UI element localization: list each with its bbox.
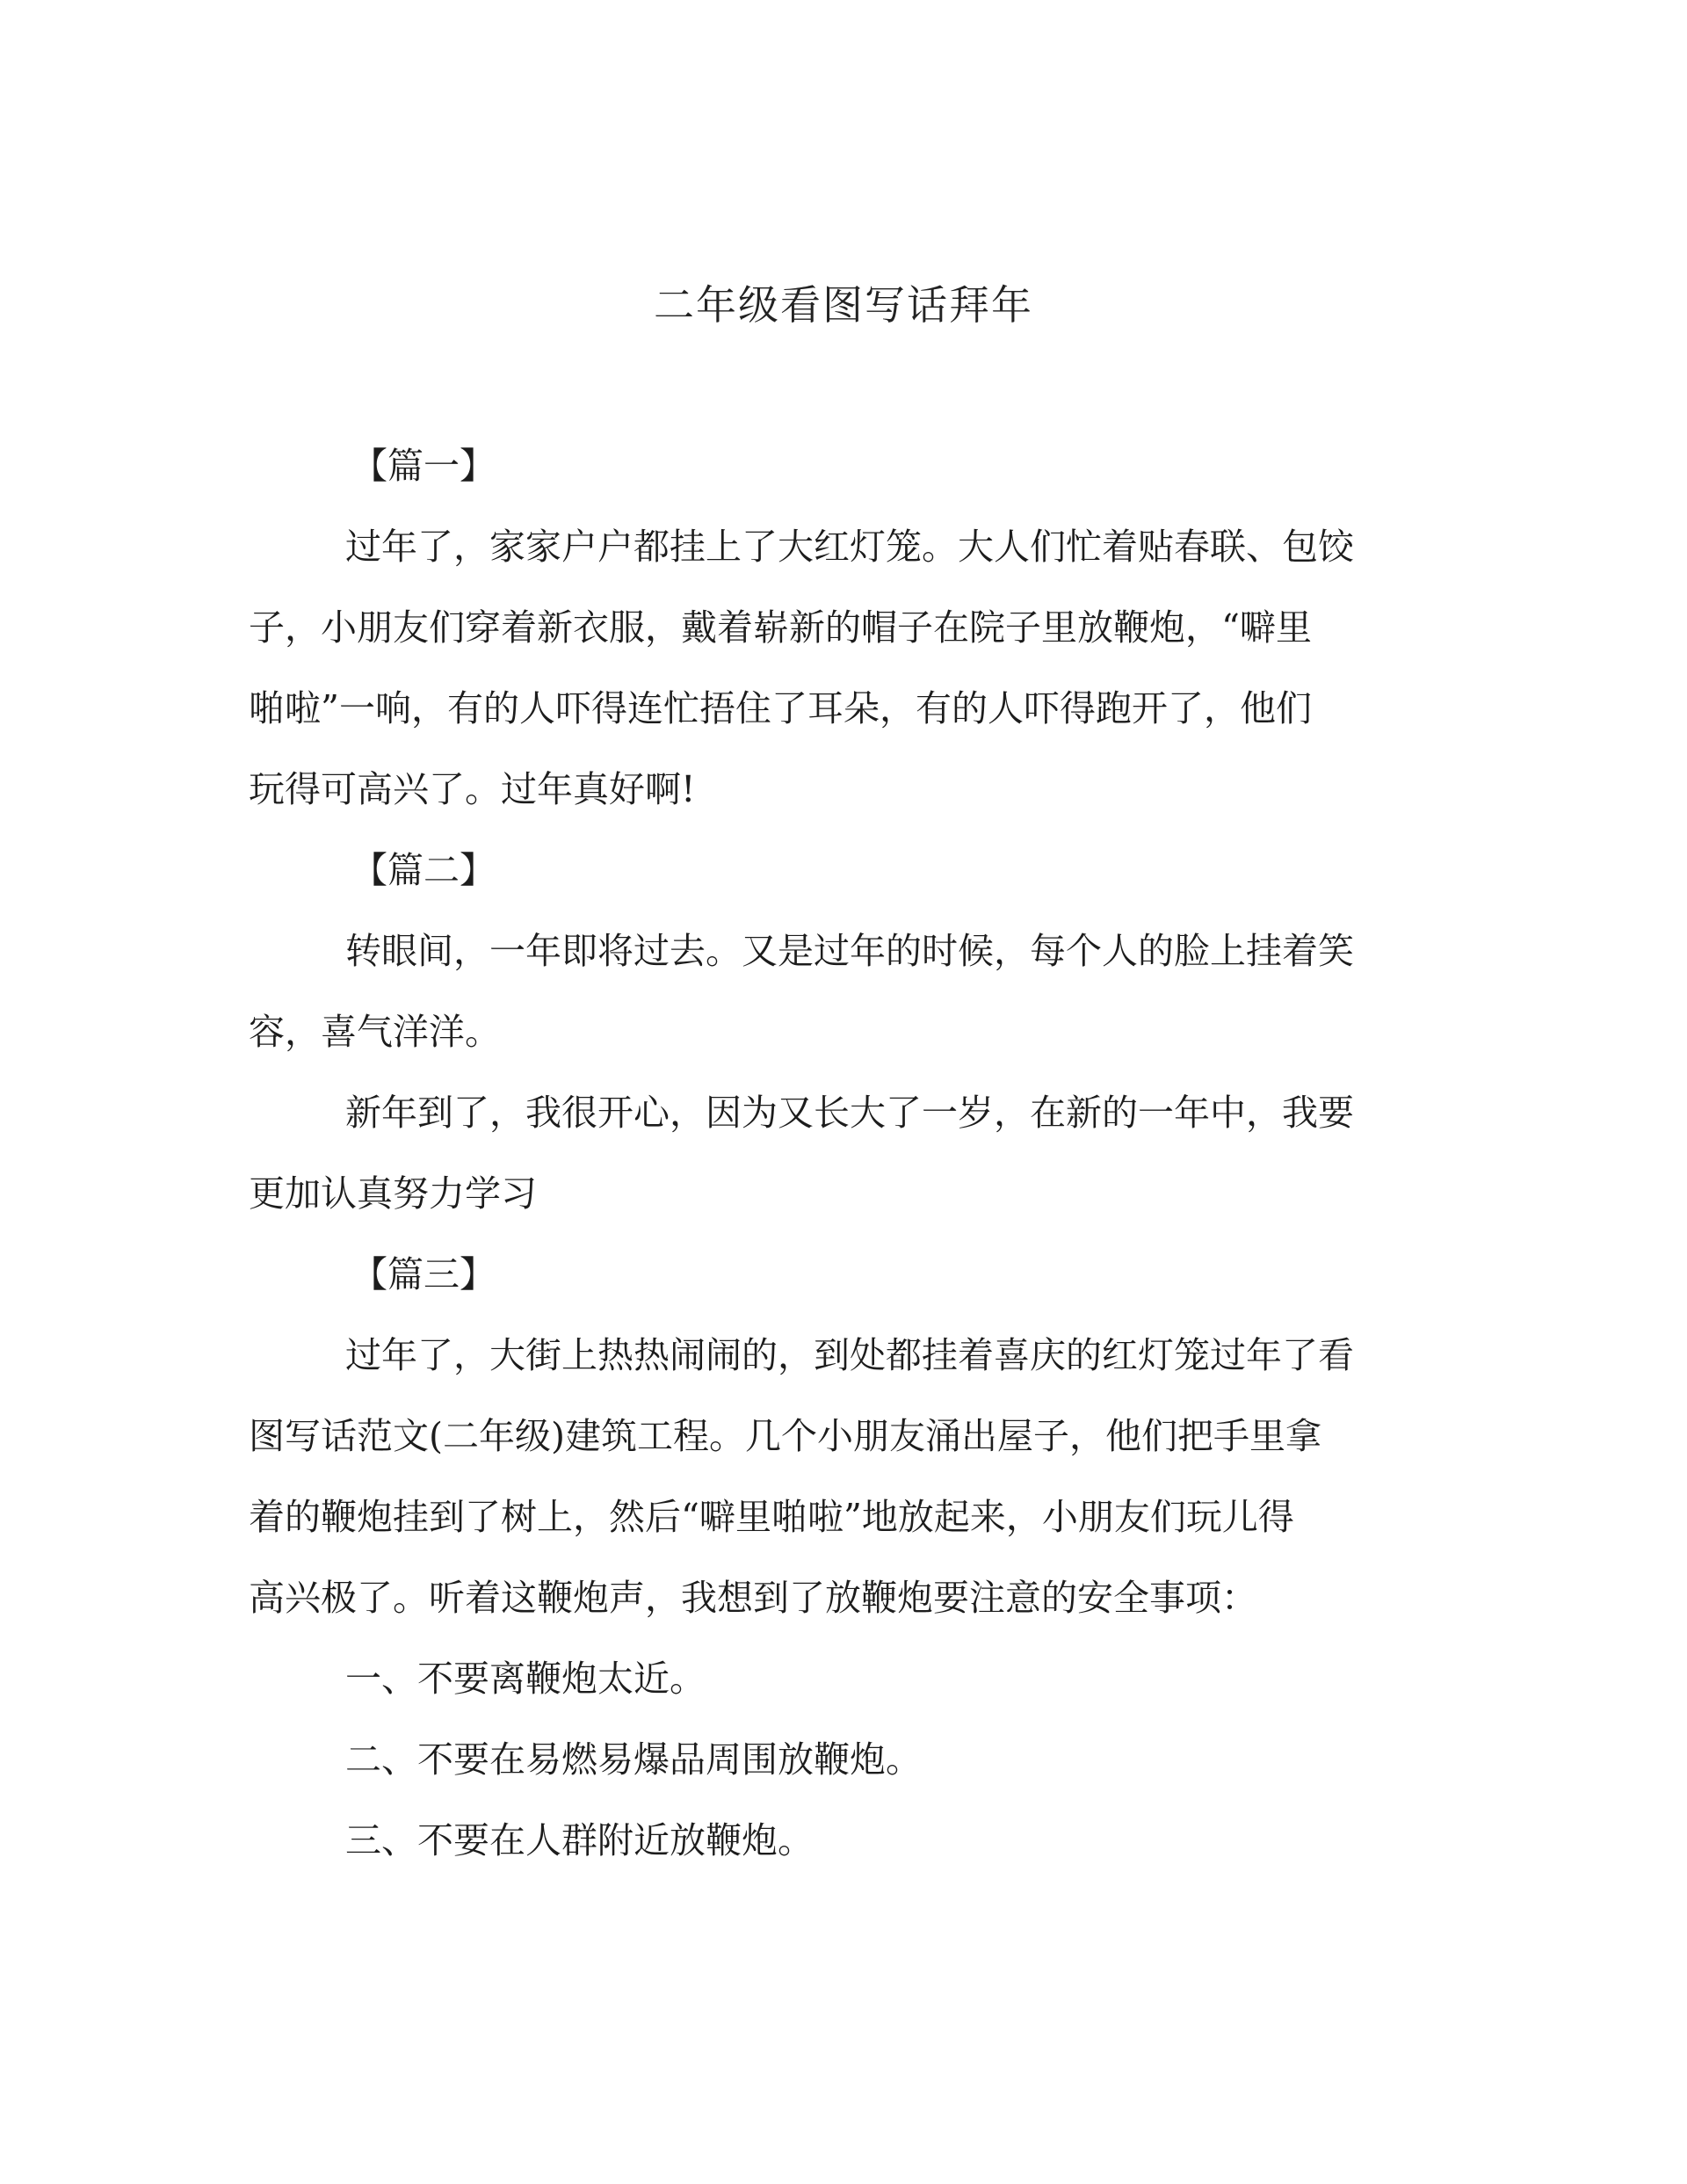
safety-item-2: 二、不要在易燃易爆品周围放鞭炮。: [345, 1738, 922, 1781]
paragraph-line: 更加认真努力学习: [249, 1172, 537, 1215]
safety-item-1: 一、不要离鞭炮太近。: [345, 1658, 706, 1700]
paragraph-line: 过年了，大街上热热闹闹的，到处都挂着喜庆的红灯笼过年了看: [345, 1334, 1354, 1376]
paragraph-line: 着的鞭炮挂到了树上，然后“噼里啪啦”地放起来，小朋友们玩儿得: [249, 1496, 1294, 1538]
paragraph-line: 新年到了，我很开心，因为又长大了一岁，在新的一年中，我要: [345, 1092, 1354, 1134]
paragraph-line: 图写话范文(二年级)建筑工程。几个小朋友涌出屋子，他们把手里拿: [249, 1415, 1321, 1457]
section-heading-3: 【篇三】: [351, 1253, 496, 1295]
section-heading-1: 【篇一】: [351, 445, 496, 487]
paragraph-line: 子，小朋友们穿着新衣服，戴着崭新的帽子在院子里放鞭炮，“噼里: [249, 606, 1312, 649]
paragraph-line: 高兴极了。听着这鞭炮声，我想到了放鞭炮要注意的安全事项：: [249, 1577, 1257, 1619]
paragraph-line: 玩得可高兴了。过年真好啊!: [249, 768, 696, 810]
paragraph-line: 容，喜气洋洋。: [249, 1011, 501, 1053]
safety-item-3: 三、不要在人群附近放鞭炮。: [345, 1819, 814, 1861]
paragraph-line: 转眼间，一年即将过去。又是过年的时候，每个人的脸上挂着笑: [345, 930, 1354, 972]
paragraph-line: 啪啦”一响，有的人吓得连忙捂住了耳朵，有的人吓得跑开了，他们: [249, 687, 1312, 729]
paragraph-line: 过年了，家家户户都挂上了大红灯笼。大人们忙着贴春联、包饺: [345, 526, 1354, 568]
section-heading-2: 【篇二】: [351, 849, 496, 891]
document-title: 二年级看图写话拜年: [654, 281, 1033, 329]
